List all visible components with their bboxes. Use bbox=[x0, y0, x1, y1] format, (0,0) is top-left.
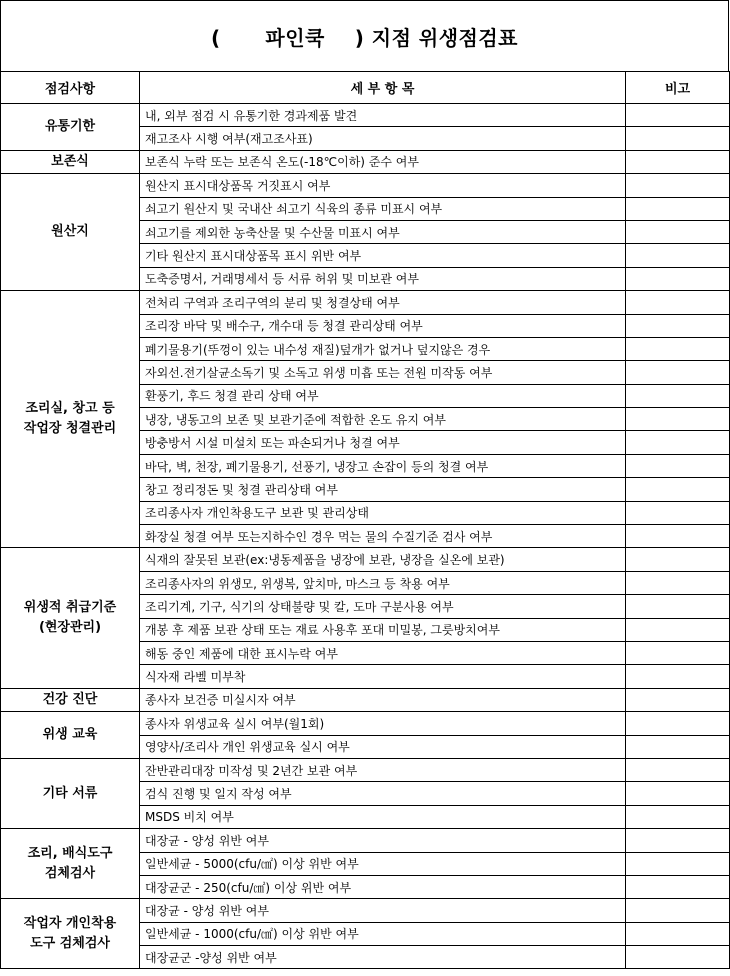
detail-item: 보존식 누락 또는 보존식 온도(-18℃이하) 준수 여부 bbox=[140, 150, 626, 173]
detail-item: 대장균군 -양성 위반 여부 bbox=[140, 946, 626, 969]
table-row bbox=[1, 899, 730, 922]
note-cell[interactable] bbox=[626, 454, 730, 477]
detail-item: 기타 원산지 표시대상품목 표시 위반 여부 bbox=[140, 244, 626, 267]
detail-item: 대장균 - 양성 위반 여부 bbox=[140, 829, 626, 852]
header-note: 비고 bbox=[626, 72, 730, 104]
detail-item: 환풍기, 후드 청결 관리 상태 여부 bbox=[140, 384, 626, 407]
category-cell: 조리실, 창고 등 작업장 청결관리 bbox=[1, 291, 140, 548]
category-cell: 위생적 취급기준 (현장관리) bbox=[1, 548, 140, 688]
note-cell[interactable] bbox=[626, 291, 730, 314]
note-cell[interactable] bbox=[626, 337, 730, 360]
table-row bbox=[1, 291, 730, 314]
header-details: 세 부 항 목 bbox=[140, 72, 626, 104]
note-cell[interactable] bbox=[626, 244, 730, 267]
category-cell: 작업자 개인착용 도구 검체검사 bbox=[1, 899, 140, 969]
detail-item: 식자재 라벨 미부착 bbox=[140, 665, 626, 688]
header-row bbox=[1, 72, 730, 104]
category-cell: 유통기한 bbox=[1, 104, 140, 151]
category-cell: 원산지 bbox=[1, 174, 140, 291]
note-cell[interactable] bbox=[626, 408, 730, 431]
note-cell[interactable] bbox=[626, 641, 730, 664]
table-row bbox=[1, 712, 730, 735]
detail-item: 내, 외부 점검 시 유통기한 경과제품 발견 bbox=[140, 104, 626, 127]
checklist-body bbox=[1, 104, 730, 969]
note-cell[interactable] bbox=[626, 525, 730, 548]
detail-item: 도축증명서, 거래명세서 등 서류 허위 및 미보관 여부 bbox=[140, 267, 626, 290]
table-row bbox=[1, 548, 730, 571]
note-cell[interactable] bbox=[626, 197, 730, 220]
note-cell[interactable] bbox=[626, 571, 730, 594]
note-cell[interactable] bbox=[626, 922, 730, 945]
category-cell: 위생 교육 bbox=[1, 712, 140, 759]
note-cell[interactable] bbox=[626, 220, 730, 243]
note-cell[interactable] bbox=[626, 384, 730, 407]
note-cell[interactable] bbox=[626, 431, 730, 454]
detail-item: 종사자 보건증 미실시자 여부 bbox=[140, 688, 626, 711]
detail-item: 쇠고기 원산지 및 국내산 쇠고기 식육의 종류 미표시 여부 bbox=[140, 197, 626, 220]
detail-item: 검식 진행 및 일지 작성 여부 bbox=[140, 782, 626, 805]
detail-item: 자외선.전기살균소독기 및 소독고 위생 미흡 또는 전원 미작동 여부 bbox=[140, 361, 626, 384]
detail-item: 창고 정리정돈 및 청결 관리상태 여부 bbox=[140, 478, 626, 501]
detail-item: 원산지 표시대상품목 거짓표시 여부 bbox=[140, 174, 626, 197]
detail-item: 잔반관리대장 미작성 및 2년간 보관 여부 bbox=[140, 758, 626, 781]
detail-item: 일반세균 - 1000(cfu/㎠) 이상 위반 여부 bbox=[140, 922, 626, 945]
note-cell[interactable] bbox=[626, 899, 730, 922]
detail-item: 방충방서 시설 미설치 또는 파손되거나 청결 여부 bbox=[140, 431, 626, 454]
note-cell[interactable] bbox=[626, 946, 730, 969]
title-box bbox=[0, 0, 729, 71]
table-row bbox=[1, 688, 730, 711]
note-cell[interactable] bbox=[626, 361, 730, 384]
detail-item: 영양사/조리사 개인 위생교육 실시 여부 bbox=[140, 735, 626, 758]
detail-item: 냉장, 냉동고의 보존 및 보관기준에 적합한 온도 유지 여부 bbox=[140, 408, 626, 431]
note-cell[interactable] bbox=[626, 127, 730, 150]
detail-item: MSDS 비치 여부 bbox=[140, 805, 626, 828]
table-row bbox=[1, 829, 730, 852]
category-cell: 보존식 bbox=[1, 150, 140, 173]
note-cell[interactable] bbox=[626, 501, 730, 524]
detail-item: 화장실 청결 여부 또는지하수인 경우 먹는 물의 수질기준 검사 여부 bbox=[140, 525, 626, 548]
note-cell[interactable] bbox=[626, 688, 730, 711]
detail-item: 조리기계, 기구, 식기의 상태불량 및 칼, 도마 구분사용 여부 bbox=[140, 595, 626, 618]
note-cell[interactable] bbox=[626, 758, 730, 781]
note-cell[interactable] bbox=[626, 595, 730, 618]
page-title: ( 파인쿡 ) 지점 위생점검표 bbox=[210, 25, 519, 50]
detail-item: 재고조사 시행 여부(재고조사표) bbox=[140, 127, 626, 150]
detail-item: 개봉 후 제품 보관 상태 또는 재료 사용후 포대 미밀봉, 그릇방치여부 bbox=[140, 618, 626, 641]
detail-item: 대장균 - 양성 위반 여부 bbox=[140, 899, 626, 922]
note-cell[interactable] bbox=[626, 618, 730, 641]
detail-item: 쇠고기를 제외한 농축산물 및 수산물 미표시 여부 bbox=[140, 220, 626, 243]
note-cell[interactable] bbox=[626, 314, 730, 337]
detail-item: 전처리 구역과 조리구역의 분리 및 청결상태 여부 bbox=[140, 291, 626, 314]
note-cell[interactable] bbox=[626, 875, 730, 898]
note-cell[interactable] bbox=[626, 805, 730, 828]
note-cell[interactable] bbox=[626, 735, 730, 758]
table-row bbox=[1, 150, 730, 173]
detail-item: 조리장 바닥 및 배수구, 개수대 등 청결 관리상태 여부 bbox=[140, 314, 626, 337]
detail-item: 바닥, 벽, 천장, 폐기물용기, 선풍기, 냉장고 손잡이 등의 청결 여부 bbox=[140, 454, 626, 477]
note-cell[interactable] bbox=[626, 852, 730, 875]
note-cell[interactable] bbox=[626, 174, 730, 197]
note-cell[interactable] bbox=[626, 548, 730, 571]
note-cell[interactable] bbox=[626, 104, 730, 127]
checklist-table bbox=[0, 71, 730, 969]
note-cell[interactable] bbox=[626, 478, 730, 501]
note-cell[interactable] bbox=[626, 267, 730, 290]
header-category: 점검사항 bbox=[1, 72, 140, 104]
note-cell[interactable] bbox=[626, 829, 730, 852]
detail-item: 폐기물용기(뚜껑이 있는 내수성 재질)덮개가 없거나 덮지않은 경우 bbox=[140, 337, 626, 360]
note-cell[interactable] bbox=[626, 782, 730, 805]
detail-item: 대장균군 - 250(cfu/㎠) 이상 위반 여부 bbox=[140, 875, 626, 898]
category-cell: 기타 서류 bbox=[1, 758, 140, 828]
category-cell: 조리, 배식도구 검체검사 bbox=[1, 829, 140, 899]
note-cell[interactable] bbox=[626, 150, 730, 173]
table-row bbox=[1, 104, 730, 127]
note-cell[interactable] bbox=[626, 712, 730, 735]
detail-item: 해동 중인 제품에 대한 표시누락 여부 bbox=[140, 641, 626, 664]
category-cell: 건강 진단 bbox=[1, 688, 140, 711]
detail-item: 종사자 위생교육 실시 여부(월1회) bbox=[140, 712, 626, 735]
detail-item: 조리종사자의 위생모, 위생복, 앞치마, 마스크 등 착용 여부 bbox=[140, 571, 626, 594]
detail-item: 조리종사자 개인착용도구 보관 및 관리상태 bbox=[140, 501, 626, 524]
table-row bbox=[1, 758, 730, 781]
detail-item: 식재의 잘못된 보관(ex:냉동제품을 냉장에 보관, 냉장을 실온에 보관) bbox=[140, 548, 626, 571]
table-row bbox=[1, 174, 730, 197]
note-cell[interactable] bbox=[626, 665, 730, 688]
detail-item: 일반세균 - 5000(cfu/㎠) 이상 위반 여부 bbox=[140, 852, 626, 875]
